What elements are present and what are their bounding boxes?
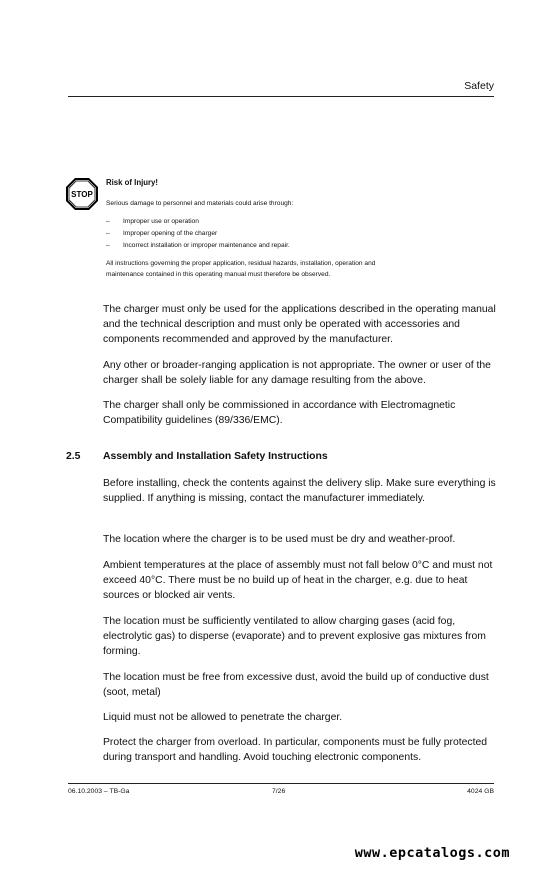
page-section-header: Safety [464,80,494,92]
header-divider [68,96,494,97]
section-paragraph: The location must be free from excessive dust, avoid the build up of conductive dust (soot, metal) [103,672,489,699]
section-paragraph: Ambient temperatures at the place of assembly must not fall below 0°C and must not exceed 40°C. There must be no build up of heat in the charger, e.g. due to heat sources or blocked air vents. [103,560,493,602]
section-number: 2.5 [66,451,81,462]
body-paragraph: The charger shall only be commissioned in accordance with Electromagnetic Compatibility guidelines (89/336/EMC). [103,400,456,427]
footer-document-code: 4024 GB [467,788,494,795]
stop-sign-label: STOP [71,190,93,199]
warning-list-item: – Improper opening of the charger [106,230,218,237]
section-paragraph: The location where the charger is to be used must be dry and weather-proof. [103,534,456,545]
warning-title: Risk of Injury! [106,178,158,187]
section-title: Assembly and Installation Safety Instructions [103,451,328,462]
footer-date-author: 06.10.2003 – TB-Ga [68,788,130,795]
footer-divider [68,783,494,784]
warning-list-item: – Incorrect installation or improper maintenance and repair. [106,242,290,249]
body-paragraph: The charger must only be used for the applications described in the operating manual and the technical description and must only be operated with accessories and components recommended and approved by the manufacturer. [103,304,496,346]
section-paragraph: Before installing, check the contents against the delivery slip. Make sure everything is supplied. If anything is missing, contact the manufacturer immediately. [103,478,496,505]
watermark-url: www.epcatalogs.com [354,845,510,861]
warning-intro: Serious damage to personnel and materials could arise through: [106,200,294,207]
section-paragraph: The location must be sufficiently ventilated to allow charging gases (acid fog, electrolytic gas) to disperse (evaporate) and to prevent explosive gas mixtures from forming. [103,616,486,658]
warning-list-item: – Improper use or operation [106,218,199,225]
warning-note-line: All instructions governing the proper application, residual hazards, installation, operation and [106,260,376,267]
section-paragraph: Liquid must not be allowed to penetrate the charger. [103,712,343,723]
footer-page-number: 7/26 [272,788,286,795]
section-paragraph: Protect the charger from overload. In particular, components must be fully protected during transport and handling. Avoid touching electronic components. [103,737,488,764]
body-paragraph: Any other or broader-ranging application is not appropriate. The owner or user of the charger shall be solely liable for any damage resulting from the above. [103,360,491,387]
warning-note-line: maintenance contained in this operating manual must therefore be observed. [106,271,331,278]
stop-sign-icon [66,178,98,210]
